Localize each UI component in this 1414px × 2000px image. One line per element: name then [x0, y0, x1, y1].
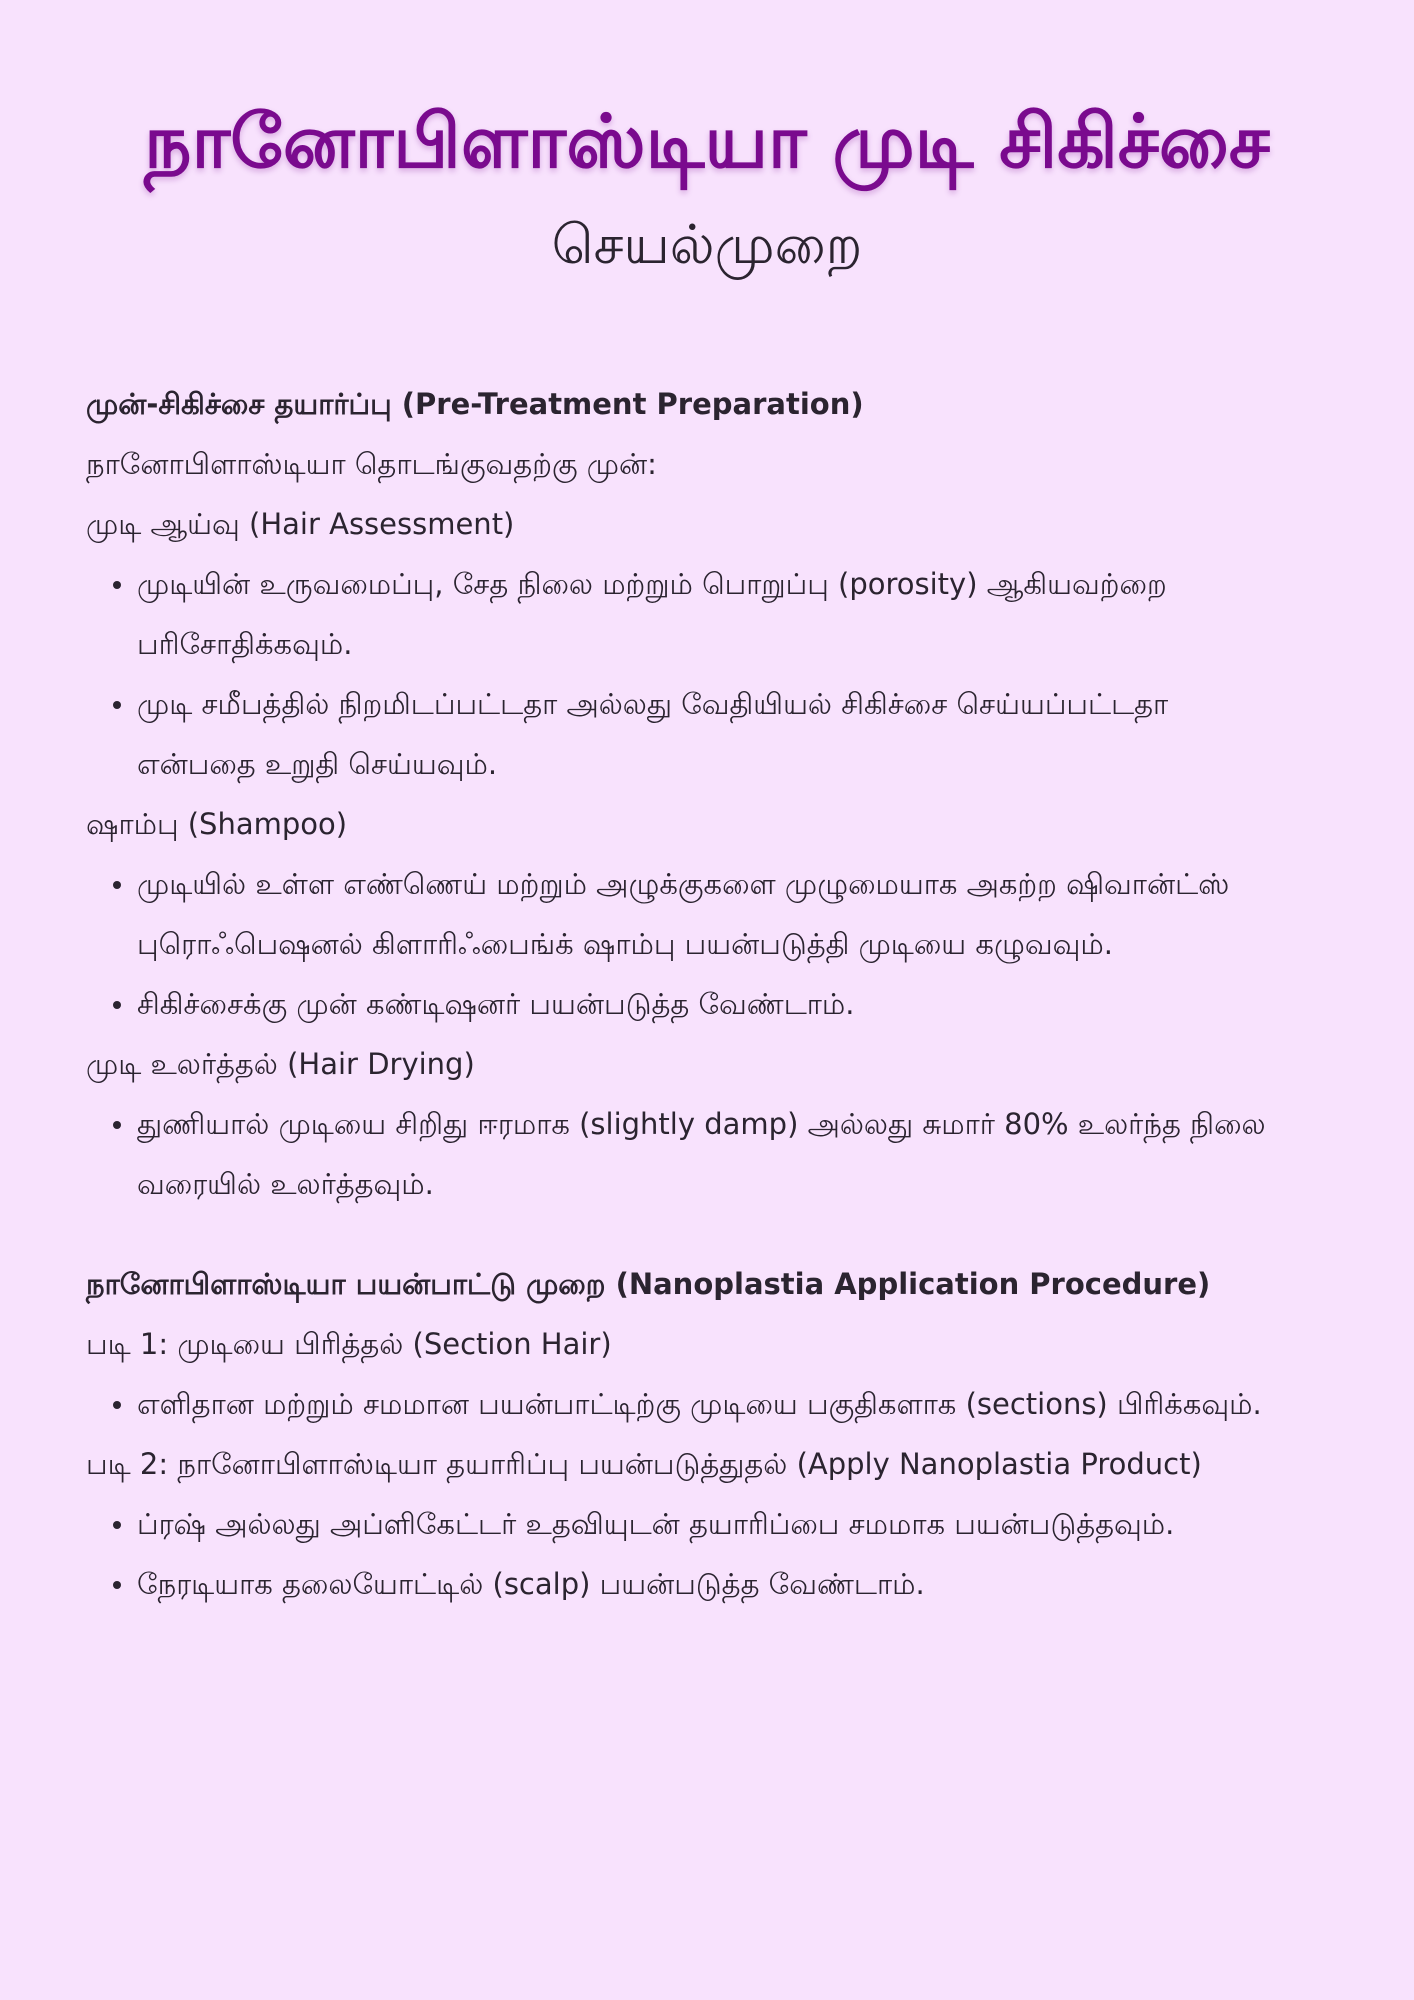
step-label-section-hair: படி 1: முடியை பிரித்தல் (Section Hair) [86, 1326, 612, 1361]
page-subtitle: செயல்முறை [551, 213, 863, 277]
list-item: முடி சமீபத்தில் நிறமிடப்பட்டதா அல்லது வேதியியல் சிகிச்சை செய்யப்பட்டதா என்பதை உறுதி செய்யவும். [137, 674, 1328, 794]
list-item: சிகிச்சைக்கு முன் கண்டிஷனர் பயன்படுத்த வேண்டாம். [137, 974, 1328, 1034]
page-title: நானோபிளாஸ்டியா முடி சிகிச்சை [144, 99, 1270, 185]
section-intro: நானோபிளாஸ்டியா தொடங்குவதற்கு முன்: [86, 446, 657, 481]
bullet-list [86, 554, 1328, 794]
bullet-list [86, 1494, 1328, 1614]
list-item: எளிதான மற்றும் சமமான பயன்பாட்டிற்கு முடியை பகுதிகளாக (sections) பிரிக்கவும். [137, 1374, 1328, 1434]
list-item: துணியால் முடியை சிறிது ஈரமாக (slightly damp) அல்லது சுமார் 80% உலர்ந்த நிலை வரையில் உலர்த்தவும். [137, 1094, 1328, 1214]
bullet-list [86, 1094, 1328, 1214]
list-item: ப்ரஷ் அல்லது அப்ளிகேட்டர் உதவியுடன் தயாரிப்பை சமமாக பயன்படுத்தவும். [137, 1494, 1328, 1554]
list-item: முடியில் உள்ள எண்ணெய் மற்றும் அழுக்குகளை முழுமையாக அகற்ற ஷிவான்ட்ஸ் புரொஃபெஷனல் கிளாரிஃபைங்க் ஷாம்பு பயன்படுத்தி முடியை கழுவவும். [137, 854, 1328, 974]
section-heading: நானோபிளாஸ்டியா பயன்பாட்டு முறை (Nanoplastia Application Procedure) [86, 1266, 1211, 1301]
group-label-hair-assessment: முடி ஆய்வு (Hair Assessment) [86, 506, 515, 541]
bullet-list [86, 854, 1328, 1034]
group-label-hair-drying: முடி உலர்த்தல் (Hair Drying) [86, 1046, 475, 1081]
document-body [86, 374, 1328, 1614]
list-item: முடியின் உருவமைப்பு, சேத நிலை மற்றும் பொறுப்பு (porosity) ஆகியவற்றை பரிசோதிக்கவும். [137, 554, 1328, 674]
section-pre-treatment [86, 374, 1328, 1214]
step-label-apply-product: படி 2: நானோபிளாஸ்டியா தயாரிப்பு பயன்படுத்துதல் (Apply Nanoplastia Product) [86, 1446, 1202, 1481]
group-label-shampoo: ஷாம்பு (Shampoo) [86, 806, 348, 841]
section-heading: முன்-சிகிச்சை தயார்ப்பு (Pre-Treatment Preparation) [86, 386, 864, 421]
section-application-procedure [86, 1254, 1328, 1614]
list-item: நேரடியாக தலையோட்டில் (scalp) பயன்படுத்த வேண்டாம். [137, 1554, 1328, 1614]
bullet-list [86, 1374, 1328, 1434]
